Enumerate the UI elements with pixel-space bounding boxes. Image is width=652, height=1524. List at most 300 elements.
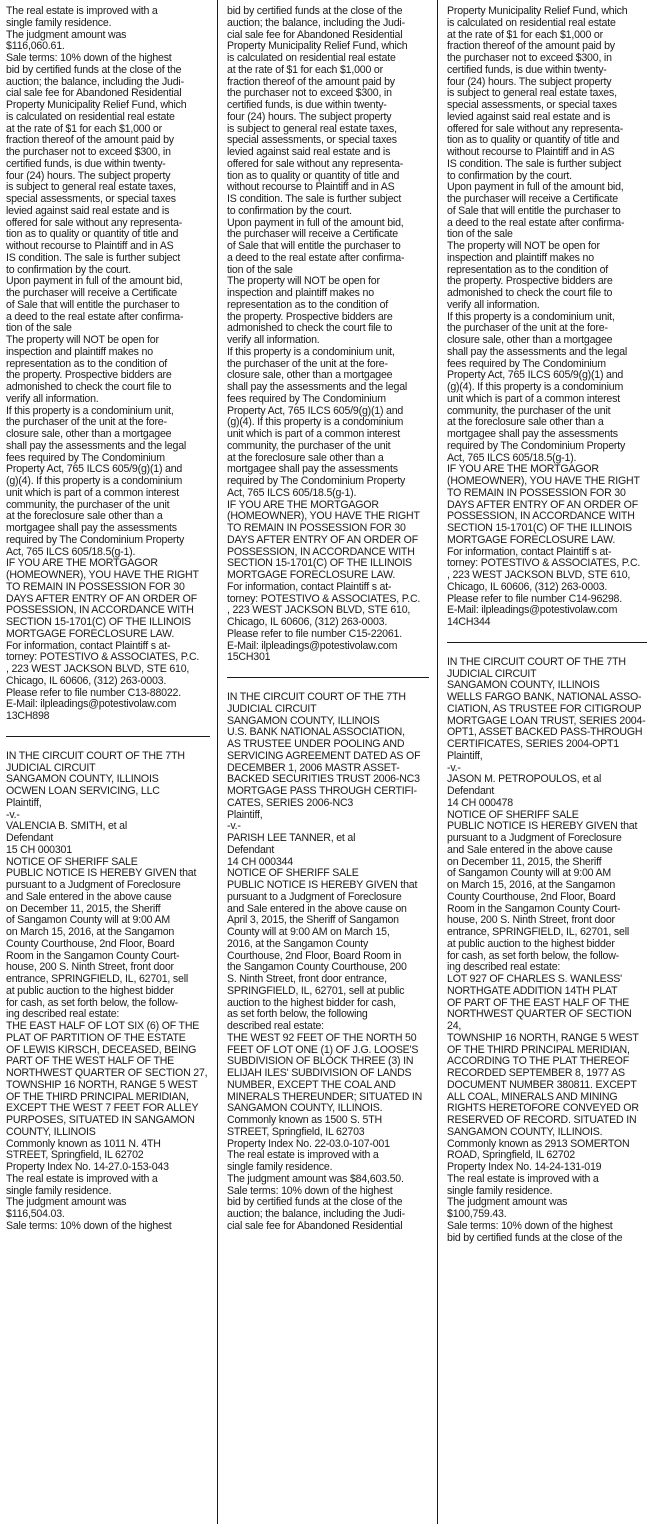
notice-line: without recourse to Plaintiff and in AS (227, 181, 395, 194)
notice-line: at the rate of $1 for each $1,000 or (227, 63, 383, 76)
notice-line: OCWEN LOAN SERVICING, LLC (6, 785, 160, 797)
notice-line: a deed to the real estate after confirma- (6, 310, 184, 323)
notice-line: SANGAMON COUNTY, ILLINOIS. (447, 1125, 603, 1138)
notice-line: Courthouse, 2nd Floor, Board Room in (227, 949, 402, 962)
notice-line: DAYS AFTER ENTRY OF AN ORDER OF (227, 533, 418, 546)
notice-line: Act, 765 ILCS 605/18.5(g-1). (6, 545, 136, 558)
notice-line: For information, contact Plaintiff s at- (227, 580, 392, 593)
notice-line: shall pay the assessments and the legal (227, 381, 408, 393)
notice-line: Room in the Sangamon County Court- (447, 902, 621, 915)
notice-line: the purchaser not to exceed $300, in (227, 87, 392, 100)
notice-line: The real estate is improved with a (6, 6, 158, 17)
notice-line: entrance, SPRINGFIELD, IL, 62701, sell (447, 926, 630, 938)
notice-line: STREET, Springfield, IL 62703 (227, 1125, 365, 1138)
notice-line: ALL COAL, MINERALS AND MINING (447, 1090, 618, 1103)
notice-line: NOTICE OF SHERIFF SALE (447, 808, 579, 821)
notice-block (227, 6, 429, 664)
notice-line: EXCEPT THE WEST 7 FEET FOR ALLEY (6, 1102, 199, 1115)
notice-line: cial sale fee for Abandoned Residential (6, 87, 182, 100)
notice-line: bid by certified funds at the close of the (227, 6, 403, 17)
notice-line: Please refer to file number C14-96298. (447, 592, 622, 605)
notice-line: cial sale fee for Abandoned Residential (227, 28, 403, 41)
notice-line: torney: POTESTIVO & ASSOCIATES, P.C. (227, 592, 421, 605)
notice-line: Defendant (227, 843, 275, 856)
notice-line: is calculated on residential real estate (447, 16, 616, 29)
notice-line: Property Act, 765 ILCS 605/9(g)(1) and (447, 369, 624, 382)
notice-line: VALENCIA B. SMITH, et al (6, 820, 127, 833)
notice-line: County will at 9:00 AM on March 15, (227, 926, 390, 938)
notice-line: IF YOU ARE THE MORTGAGOR (447, 463, 599, 476)
notice-line: Property Municipality Relief Fund, which (227, 40, 408, 53)
notice-line: the purchaser will receive a Certificate (227, 228, 398, 241)
notice-line: ing described real estate: (6, 1008, 120, 1021)
notice-line: closure sale, other than a mortgagee (6, 428, 172, 440)
notice-line: tion as to quality or quantity of title and (227, 169, 400, 182)
notice-line: WELLS FARGO BANK, NATIONAL ASSO- (447, 691, 642, 703)
notice-line: If this property is a condominium unit, (447, 310, 615, 323)
notice-line: Sale terms: 10% down of the highest (6, 52, 172, 64)
notice-line: the purchaser will receive a Certificate (447, 193, 618, 205)
notice-line: the property. Prospective bidders are (227, 310, 393, 323)
notice-line: RECORDED SEPTEMBER 8, 1977 AS (447, 1067, 625, 1079)
notice-line: TOWNSHIP 16 NORTH, RANGE 5 WEST (6, 1078, 198, 1091)
notice-line: community, the purchaser of the unit (6, 498, 170, 511)
notice-line: MORTGAGE PASS THROUGH CERTIFI- (227, 785, 417, 797)
notice-line: April 3, 2015, the Sheriff of Sangamon (227, 914, 399, 927)
notice-line: four (24) hours. The subject property (447, 75, 612, 88)
notice-line: PLAT OF PARTITION OF THE ESTATE (6, 1031, 186, 1044)
notice-line: (g)(4). If this property is a condominium (447, 381, 624, 393)
notice-line: PURPOSES, SITUATED IN SANGAMON (6, 1114, 195, 1126)
notice-line: and Sale entered in the above cause (447, 843, 613, 856)
notice-line: FEET OF LOT ONE (1) OF J.G. LOOSE'S (227, 1043, 419, 1056)
notice-line: IN THE CIRCUIT COURT OF THE 7TH (6, 749, 185, 762)
notice-line: the purchaser not to exceed $300, in (447, 52, 612, 64)
notice-line: Commonly known as 2913 SOMERTON (447, 1137, 630, 1150)
notice-line: IF YOU ARE THE MORTGAGOR (227, 498, 379, 511)
notice-line: IN THE CIRCUIT COURT OF THE 7TH (447, 655, 626, 668)
notice-line: bid by certified funds at the close of the (227, 1196, 403, 1209)
notice-line: OF THE THIRD PRINCIPAL MERIDIAN, (447, 1043, 630, 1056)
notice-line: (HOMEOWNER), YOU HAVE THE RIGHT (6, 569, 199, 581)
notice-line: (HOMEOWNER), YOU HAVE THE RIGHT (447, 475, 640, 487)
notice-line: the property. Prospective bidders are (6, 369, 172, 382)
notice-line: Upon payment in full of the amount bid, (227, 216, 404, 229)
notice-line: special assessments, or special taxes (447, 99, 617, 111)
notice-line: of Sale that will entitle the purchaser to (227, 240, 401, 252)
notice-block (447, 6, 647, 629)
notice-line: certified funds, is due within twenty- (447, 63, 607, 76)
notice-line: tion of the sale (227, 263, 293, 276)
notice-line: ACCORDING TO THE PLAT THEREOF (447, 1055, 629, 1068)
notice-line: U.S. BANK NATIONAL ASSOCIATION, (227, 726, 405, 739)
notice-line: admonished to check the court file to (447, 287, 613, 299)
notice-line: LOT 927 OF CHARLES S. WANLESS' (447, 973, 622, 985)
notice-line: at the foreclosure sale other than a (447, 416, 604, 429)
notice-line: the property. Prospective bidders are (447, 275, 613, 288)
notice-line: Chicago, IL 60606, (312) 263-0003. (6, 674, 167, 687)
notice-line: County Courthouse, 2nd Floor, Board (447, 890, 616, 903)
notice-line: SPRINGFIELD, IL, 62701, sell at public (227, 984, 405, 997)
notice-line: 14CH344 (447, 616, 491, 628)
column-1 (6, 6, 210, 1524)
notice-line: AS TRUSTEE UNDER POOLING AND (227, 738, 405, 750)
notice-line: Upon payment in full of the amount bid, (447, 181, 624, 194)
notice-line: IF YOU ARE THE MORTGAGOR (6, 557, 158, 570)
notice-line: NORTHWEST QUARTER OF SECTION 27, (6, 1067, 208, 1079)
notice-separator (6, 736, 210, 737)
notice-line: and Sale entered in the above cause (6, 890, 172, 903)
notice-line: County Courthouse, 2nd Floor, Board (6, 937, 175, 950)
notice-line: ELIJAH ILES' SUBDIVISION OF LANDS (227, 1067, 412, 1079)
notice-line: fraction thereof of the amount paid by (227, 75, 395, 88)
notice-line: Please refer to file number C13-88022. (6, 686, 181, 699)
column-3 (447, 6, 647, 1524)
notice-line: admonished to check the court file to (6, 381, 172, 393)
notice-line: torney: POTESTIVO & ASSOCIATES, P.C. (447, 557, 641, 570)
notice-line: IS condition. The sale is further subject (227, 193, 402, 205)
notice-line: The judgment amount was (447, 1196, 568, 1209)
notice-line: as set forth below, the following (227, 1008, 368, 1021)
notice-line: For information, contact Plaintiff s at- (447, 545, 612, 558)
notice-line: Act, 765 ILCS 605/18.5(g-1). (447, 451, 577, 464)
notice-line: Property Index No. 14-24-131-019 (447, 1161, 602, 1173)
notice-line: four (24) hours. The subject property (6, 169, 171, 182)
notice-line: on December 11, 2015, the Sheriff (6, 902, 161, 915)
notice-line: verify all information. (6, 392, 99, 405)
notice-line: torney: POTESTIVO & ASSOCIATES, P.C. (6, 651, 200, 664)
notice-line: representation as to the condition of (6, 357, 168, 370)
notice-line: the purchaser of the unit at the fore- (447, 322, 608, 335)
notice-line: representation as to the condition of (227, 298, 389, 311)
notice-line: Sale terms: 10% down of the highest (6, 1219, 172, 1232)
notice-line: verify all information. (447, 298, 540, 311)
notice-line: Plaintiff, (447, 749, 483, 762)
notice-line: BACKED SECURITIES TRUST 2006-NC3 (227, 773, 420, 786)
notice-line: CATES, SERIES 2006-NC3 (227, 796, 354, 809)
notice-line: JUDICIAL CIRCUIT (6, 761, 96, 774)
notice-line: The real estate is improved with a (6, 1172, 158, 1185)
notice-line: the purchaser of the unit at the fore- (6, 416, 167, 429)
notice-line: levied against said real estate and is (6, 204, 170, 217)
notice-line: Plaintiff, (6, 796, 42, 809)
notice-line: Please refer to file number C15-22061. (227, 627, 402, 640)
notice-line: mortgagee shall pay the assessments (227, 463, 398, 476)
notice-line: STREET, Springfield, IL 62702 (6, 1149, 144, 1162)
notice-line: pursuant to a Judgment of Foreclosure (447, 832, 622, 844)
notice-line: Property Municipality Relief Fund, which (6, 99, 187, 111)
notice-line: certified funds, is due within twenty- (6, 157, 166, 170)
notice-line: pursuant to a Judgment of Foreclosure (6, 879, 181, 891)
notice-line: PUBLIC NOTICE IS HEREBY GIVEN that (227, 879, 418, 891)
notice-line: MORTGAGE FORECLOSURE LAW. (447, 533, 616, 546)
notice-line: offered for sale without any representa- (227, 157, 404, 170)
notice-line: the purchaser of the unit at the fore- (227, 357, 388, 370)
notice-line: four (24) hours. The subject property (227, 110, 392, 123)
notice-line: community, the purchaser of the unit (447, 404, 611, 417)
notice-line: PART OF THE WEST HALF OF THE (6, 1055, 175, 1068)
notice-line: certified funds, is due within twenty- (227, 99, 387, 111)
notice-line: tion of the sale (6, 322, 72, 335)
notice-line: fees required by The Condominium (447, 357, 606, 370)
notice-line: -v.- (6, 808, 20, 821)
notice-line: , 223 WEST JACKSON BLVD, STE 610, (227, 604, 411, 617)
notice-line: IS condition. The sale is further subject (6, 251, 181, 264)
notice-line: Chicago, IL 60606, (312) 263-0003. (227, 616, 388, 628)
notice-line: verify all information. (227, 334, 320, 346)
notice-line: -v.- (447, 761, 461, 774)
notice-line: at the foreclosure sale other than a (227, 451, 384, 464)
notice-line: E-Mail: ilpleadings@potestivolaw.com (447, 604, 618, 617)
notice-line: NUMBER, EXCEPT THE COAL AND (227, 1078, 396, 1091)
notice-line: JUDICIAL CIRCUIT (447, 667, 537, 680)
notice-line: described real estate: (227, 1020, 324, 1032)
notice-line: The judgment amount was (6, 28, 127, 41)
notice-line: special assessments, or special taxes (6, 193, 176, 205)
notice-block (447, 657, 647, 1245)
notice-line: is calculated on residential real estate (6, 110, 175, 123)
notice-line: SERVICING AGREEMENT DATED AS OF (227, 749, 421, 762)
notice-line: ing described real estate: (447, 961, 561, 974)
notice-line: Commonly known as 1011 N. 4TH (6, 1137, 161, 1150)
notice-line: POSSESSION, IN ACCORDANCE WITH (227, 545, 415, 558)
notice-line: , 223 WEST JACKSON BLVD, STE 610, (447, 569, 631, 581)
notice-block (227, 692, 429, 1233)
notice-line: COUNTY, ILLINOIS (6, 1125, 96, 1138)
notice-block (6, 751, 210, 1233)
notice-line: IN THE CIRCUIT COURT OF THE 7TH (227, 691, 406, 703)
notice-line: 14 CH 000344 (227, 855, 293, 868)
notice-line: Sale terms: 10% down of the highest (447, 1219, 613, 1232)
notice-line: closure sale, other than a mortgagee (227, 369, 393, 382)
notice-line: community, the purchaser of the unit (227, 439, 391, 452)
notice-line: (g)(4). If this property is a condominium (6, 475, 183, 487)
notice-line: DAYS AFTER ENTRY OF AN ORDER OF (447, 498, 638, 511)
notice-line: at public auction to the highest bidder (6, 984, 174, 997)
notice-line: NOTICE OF SHERIFF SALE (227, 867, 359, 880)
notice-line: MORTGAGE LOAN TRUST, SERIES 2004- (447, 714, 646, 727)
notice-line: JUDICIAL CIRCUIT (227, 702, 317, 715)
notice-line: required by The Condominium Property (6, 533, 185, 546)
notice-line: The property will NOT be open for (447, 240, 600, 252)
notice-line: TO REMAIN IN POSSESSION FOR 30 (6, 580, 185, 593)
notice-line: $100,759.43. (447, 1208, 507, 1220)
notice-line: on March 15, 2016, at the Sangamon (6, 926, 175, 938)
notice-line: MORTGAGE FORECLOSURE LAW. (227, 569, 396, 581)
notice-line: Defendant (6, 832, 54, 844)
notice-line: is subject to general real estate taxes, (227, 122, 397, 135)
notice-line: Defendant (447, 785, 495, 797)
notice-line: S. Ninth Street, front door entrance, (227, 973, 387, 985)
notice-line: for cash, as set forth below, the follow- (6, 996, 178, 1009)
notice-line: fraction thereof of the amount paid by (6, 134, 174, 147)
notice-line: offered for sale without any representa- (447, 122, 624, 135)
notice-line: E-Mail: ilpleadings@potestivolaw.com (6, 698, 177, 711)
notice-line: levied against said real estate and is (447, 110, 611, 123)
notice-line: 15CH301 (227, 651, 271, 664)
notice-line: auction; the balance, including the Judi- (227, 16, 405, 29)
notice-line: Chicago, IL 60606, (312) 263-0003. (447, 580, 608, 593)
notice-line: SANGAMON COUNTY, ILLINOIS (6, 773, 159, 786)
notice-line: $116,060.61. (6, 40, 65, 53)
notice-separator (447, 642, 647, 643)
notice-line: pursuant to a Judgment of Foreclosure (227, 890, 402, 903)
notice-line: The property will NOT be open for (6, 334, 159, 346)
notice-line: fees required by The Condominium (6, 451, 165, 464)
notice-line: SANGAMON COUNTY, ILLINOIS (227, 714, 380, 727)
notice-line: is subject to general real estate taxes, (6, 181, 176, 194)
notice-line: house, 200 S. Ninth Street, front door (6, 961, 174, 974)
notice-line: OPT1, ASSET BACKED PASS-THROUGH (447, 726, 643, 739)
notice-line: The real estate is improved with a (447, 1172, 599, 1185)
notice-line: tion as to quality or quantity of title and (6, 228, 179, 241)
notice-line: TOWNSHIP 16 NORTH, RANGE 5 WEST (447, 1031, 639, 1044)
notice-line: MORTGAGE FORECLOSURE LAW. (6, 627, 175, 640)
notice-line: Commonly known as 1500 S. 5TH (227, 1114, 382, 1126)
notice-line: SANGAMON COUNTY, ILLINOIS (447, 679, 600, 692)
notice-line: required by The Condominium Property (447, 439, 626, 452)
notice-line: mortgagee shall pay the assessments (447, 428, 618, 440)
notice-line: Property Act, 765 ILCS 605/9(g)(1) and (6, 463, 183, 476)
notice-line: SUBDIVISION OF BLOCK THREE (3) IN (227, 1055, 414, 1068)
notice-line: on March 15, 2016, at the Sangamon (447, 879, 616, 891)
notice-line: of Sangamon County will at 9:00 AM (6, 914, 170, 927)
notice-line: cial sale fee for Abandoned Residential (227, 1219, 403, 1232)
notice-line: 14 CH 000478 (447, 796, 513, 809)
notice-line: Property Municipality Relief Fund, which (447, 6, 628, 17)
notice-block (6, 6, 210, 723)
column-divider (217, 0, 218, 1524)
notice-line: RESERVED OF RECORD. SITUATED IN (447, 1114, 637, 1126)
notice-line: single family residence. (227, 1161, 333, 1173)
notice-line: to confirmation by the court. (6, 263, 131, 276)
notice-line: at the rate of $1 for each $1,000 or (447, 28, 603, 41)
notice-line: single family residence. (447, 1184, 553, 1197)
notice-line: for cash, as set forth below, the follow- (447, 949, 619, 962)
notice-line: of Sale that will entitle the purchaser to (447, 204, 621, 217)
notice-line: without recourse to Plaintiff and in AS (6, 240, 174, 252)
notice-line: THE WEST 92 FEET OF THE NORTH 50 (227, 1031, 417, 1044)
notice-line: PUBLIC NOTICE IS HEREBY GIVEN that (6, 867, 197, 880)
notice-line: admonished to check the court file to (227, 322, 393, 335)
notice-line: 15 CH 000301 (6, 843, 72, 856)
notice-line: DOCUMENT NUMBER 380811. EXCEPT (447, 1078, 637, 1091)
notice-line: NOTICE OF SHERIFF SALE (6, 855, 138, 868)
notice-line: PUBLIC NOTICE IS HEREBY GIVEN that (447, 820, 638, 833)
notice-line: SANGAMON COUNTY, ILLINOIS. (227, 1102, 383, 1115)
notice-separator (227, 677, 429, 678)
notice-line: NORTHWEST QUARTER OF SECTION 24, (447, 1008, 632, 1032)
notice-line: 2016, at the Sangamon County (227, 937, 369, 950)
notice-line: a deed to the real estate after confirma- (447, 216, 625, 229)
notice-line: Plaintiff, (227, 808, 263, 821)
notice-line: CIATION, AS TRUSTEE FOR CITIGROUP (447, 702, 642, 715)
notice-line: JASON M. PETROPOULOS, et al (447, 773, 602, 786)
notice-line: inspection and plaintiff makes no (6, 345, 153, 358)
notice-line: shall pay the assessments and the legal (447, 345, 628, 358)
notice-line: closure sale, other than a mortgagee (447, 334, 613, 346)
notice-line: fraction thereof of the amount paid by (447, 40, 615, 53)
notice-line: on December 11, 2015, the Sheriff (447, 855, 602, 868)
notice-line: The judgment amount was (6, 1196, 127, 1209)
notice-line: DAYS AFTER ENTRY OF AN ORDER OF (6, 592, 197, 605)
notice-line: The real estate is improved with a (227, 1149, 379, 1162)
notice-line: unit which is part of a common interest (227, 428, 400, 440)
notice-line: OF PART OF THE EAST HALF OF THE (447, 996, 630, 1009)
notice-line: auction to the highest bidder for cash, (227, 996, 396, 1009)
notice-line: For information, contact Plaintiff s at- (6, 639, 171, 652)
notice-line: the Sangamon County Courthouse, 200 (227, 961, 407, 974)
notice-line: If this property is a condominium unit, (227, 345, 395, 358)
notice-line: The property will NOT be open for (227, 275, 380, 288)
column-2 (227, 6, 429, 1524)
notice-line: RIGHTS HERETOFORE CONVEYED OR (447, 1102, 639, 1115)
notice-line: to confirmation by the court. (447, 169, 572, 182)
notice-line: mortgagee shall pay the assessments (6, 522, 177, 534)
notice-line: the purchaser will receive a Certificate (6, 287, 177, 299)
notice-line: auction; the balance, including the Judi- (6, 75, 184, 88)
notice-line: Upon payment in full of the amount bid, (6, 275, 183, 288)
notice-line: ROAD, Springfield, IL 62702 (447, 1149, 575, 1162)
notice-line: Property Act, 765 ILCS 605/9(g)(1) and (227, 404, 404, 417)
notice-line: If this property is a condominium unit, (6, 404, 174, 417)
notice-line: SECTION 15-1701(C) OF THE ILLINOIS (447, 522, 632, 534)
notice-line: fees required by The Condominium (227, 392, 386, 405)
notice-line: 13CH898 (6, 710, 50, 722)
notice-line: of Sangamon County will at 9:00 AM (447, 867, 611, 880)
notice-line: , 223 WEST JACKSON BLVD, STE 610, (6, 663, 190, 675)
notice-line: is calculated on residential real estate (227, 52, 396, 64)
notice-line: SECTION 15-1701(C) OF THE ILLINOIS (6, 616, 191, 628)
notice-line: and Sale entered in the above cause on (227, 902, 407, 915)
notice-line: IS condition. The sale is further subject (447, 157, 622, 170)
notice-line: MINERALS THEREUNDER; SITUATED IN (227, 1090, 423, 1103)
notice-line: OF LEWIS KIRSCH, DECEASED, BEING (6, 1043, 197, 1056)
notice-line: Property Index No. 14-27.0-153-043 (6, 1161, 169, 1173)
notice-line: THE EAST HALF OF LOT SIX (6) OF THE (6, 1020, 200, 1032)
notice-line: entrance, SPRINGFIELD, IL, 62701, sell (6, 973, 189, 985)
notice-line: single family residence. (6, 1184, 112, 1197)
notice-line: levied against said real estate and is (227, 146, 391, 158)
column-divider (437, 0, 438, 1524)
notice-line: house, 200 S. Ninth Street, front door (447, 914, 615, 927)
notice-line: (g)(4). If this property is a condominium (227, 416, 404, 429)
notice-line: OF THE THIRD PRINCIPAL MERIDIAN, (6, 1090, 189, 1103)
notice-line: Sale terms: 10% down of the highest (227, 1184, 393, 1197)
notice-line: single family residence. (6, 16, 112, 29)
notice-line: special assessments, or special taxes (227, 134, 397, 147)
notice-line: POSSESSION, IN ACCORDANCE WITH (6, 604, 194, 617)
notice-line: -v.- (227, 820, 241, 833)
notice-line: TO REMAIN IN POSSESSION FOR 30 (227, 522, 406, 534)
notice-line: unit which is part of a common interest (6, 486, 179, 499)
notice-line: SECTION 15-1701(C) OF THE ILLINOIS (227, 557, 412, 570)
notice-line: bid by certified funds at the close of the (447, 1231, 623, 1244)
notice-line: inspection and plaintiff makes no (447, 251, 594, 264)
notice-line: POSSESSION, IN ACCORDANCE WITH (447, 510, 635, 523)
notice-line: PARISH LEE TANNER, et al (227, 832, 356, 844)
notice-line: Act, 765 ILCS 605/18.5(g-1). (227, 486, 357, 499)
notice-line: The judgment amount was $84,603.50. (227, 1172, 404, 1185)
notice-line: Property Index No. 22-03.0-107-001 (227, 1137, 390, 1150)
notice-line: is subject to general real estate taxes, (447, 87, 617, 100)
notice-line: representation as to the condition of (447, 263, 609, 276)
notice-line: shall pay the assessments and the legal (6, 439, 187, 452)
notice-line: the purchaser not to exceed $300, in (6, 146, 171, 158)
notice-line: to confirmation by the court. (227, 204, 352, 217)
notice-line: Room in the Sangamon County Court- (6, 949, 180, 962)
notice-line: CERTIFICATES, SERIES 2004-OPT1 (447, 738, 619, 750)
